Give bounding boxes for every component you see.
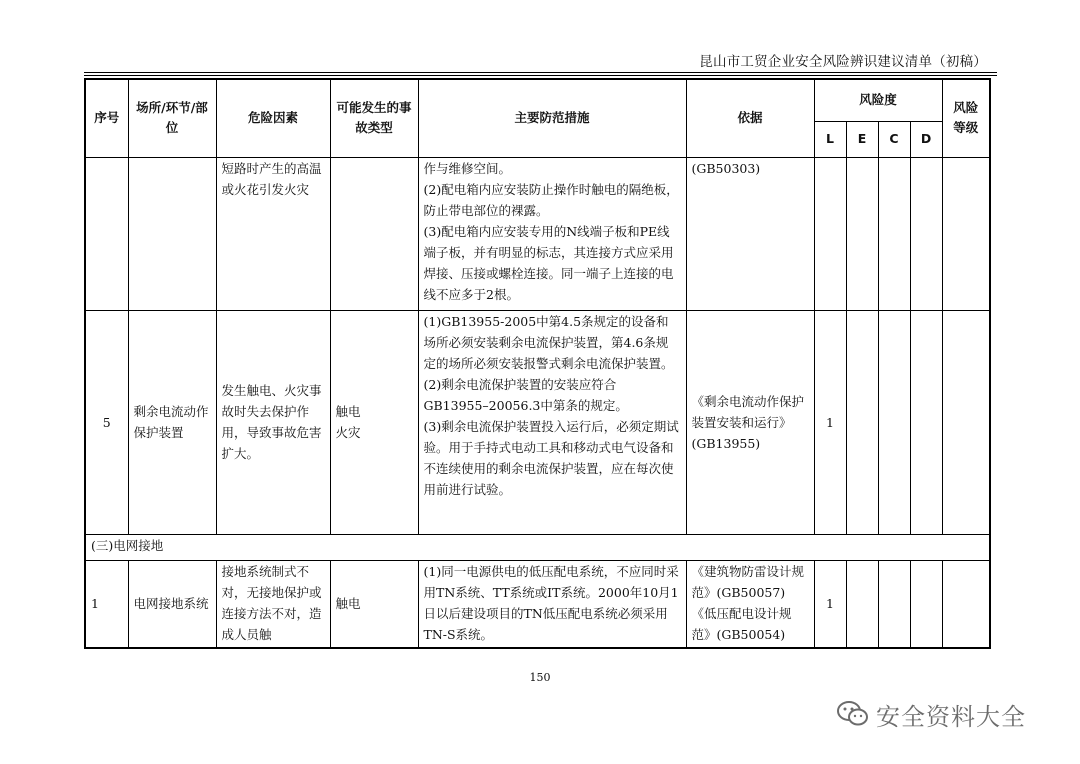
header-L: L bbox=[814, 121, 846, 157]
header-accident: 可能发生的事故类型 bbox=[330, 79, 418, 157]
cell-C bbox=[878, 560, 910, 648]
cell-L bbox=[814, 157, 846, 310]
cell-seq: 1 bbox=[85, 560, 128, 648]
measure-paragraph: (1)GB13955-2005中第4.5条规定的设备和场所必须安装剩余电流保护装置，第4.6条规定的场所必须安装报警式剩余电流保护装置。 bbox=[423, 313, 674, 371]
cell-basis: 《建筑物防雷设计规范》(GB50057) 《低压配电设计规范》(GB50054) bbox=[686, 560, 814, 648]
table-header bbox=[85, 79, 990, 157]
cell-level bbox=[942, 560, 990, 648]
cell-D bbox=[910, 157, 942, 310]
cell-level bbox=[942, 157, 990, 310]
header-location: 场所/环节/部位 bbox=[128, 79, 216, 157]
cell-C bbox=[878, 157, 910, 310]
header-D: D bbox=[910, 121, 942, 157]
cell-accident bbox=[330, 157, 418, 310]
section-title: (三)电网接地 bbox=[85, 534, 990, 560]
cell-measures bbox=[418, 310, 686, 534]
header-risk-degree: 风险度 bbox=[814, 79, 942, 121]
cell-E bbox=[846, 310, 878, 534]
cell-measures bbox=[418, 157, 686, 310]
header-E: E bbox=[846, 121, 878, 157]
measure-paragraph: (1)同一电源供电的低压配电系统，不应同时采用TN系统、TT系统或IT系统。2000年10月1日以后建设项目的TN低压配电系统必须采用TN-S系统。 bbox=[423, 563, 679, 642]
table-row bbox=[85, 310, 990, 534]
document-header: 昆山市工贸企业安全风险辨识建议清单（初稿） bbox=[699, 54, 987, 70]
cell-L: 1 bbox=[814, 560, 846, 648]
cell-location: 剩余电流动作保护装置 bbox=[128, 310, 216, 534]
wechat-icon bbox=[836, 699, 870, 729]
cell-D bbox=[910, 310, 942, 534]
header-seq: 序号 bbox=[85, 79, 128, 157]
cell-C bbox=[878, 310, 910, 534]
table-row bbox=[85, 157, 990, 310]
header-hazard: 危险因素 bbox=[216, 79, 330, 157]
cell-accident: 触电 bbox=[330, 560, 418, 648]
section-row bbox=[85, 534, 990, 560]
header-basis: 依据 bbox=[686, 79, 814, 157]
cell-hazard: 发生触电、火灾事故时失去保护作用，导致事故危害扩大。 bbox=[216, 310, 330, 534]
cell-level bbox=[942, 310, 990, 534]
header-rule bbox=[84, 75, 997, 76]
header-measures: 主要防范措施 bbox=[418, 79, 686, 157]
cell-location: 电网接地系统 bbox=[128, 560, 216, 648]
cell-basis: (GB50303) bbox=[686, 157, 814, 310]
watermark bbox=[836, 694, 1026, 734]
cell-accident: 触电 火灾 bbox=[330, 310, 418, 534]
page-number: 150 bbox=[529, 671, 551, 684]
watermark-text: 安全资料大全 bbox=[876, 702, 1026, 731]
risk-table bbox=[84, 78, 991, 649]
cell-L: 1 bbox=[814, 310, 846, 534]
measure-paragraph: 作与维修空间。 bbox=[423, 160, 512, 176]
measure-paragraph: (3)配电箱内应安装专用的N线端子板和PE线端子板，并有明显的标志，其连接方式应采用焊接、压接或螺栓连接。同一端子上连接的电线不应多于2根。 bbox=[423, 223, 674, 302]
cell-hazard: 接地系统制式不对，无接地保护或连接方法不对，造成人员触 bbox=[216, 560, 330, 648]
measure-paragraph: (3)剩余电流保护装置投入运行后，必须定期试验。用于手持式电动工具和移动式电气设备和不连续使用的剩余电流保护装置，应在每次使用前进行试验。 bbox=[423, 418, 679, 497]
header-risk-level: 风险等级 bbox=[942, 79, 990, 157]
cell-measures bbox=[418, 560, 686, 648]
cell-basis: 《剩余电流动作保护装置安装和运行》(GB13955) bbox=[686, 310, 814, 534]
header-C: C bbox=[878, 121, 910, 157]
cell-E bbox=[846, 157, 878, 310]
cell-location bbox=[128, 157, 216, 310]
cell-hazard: 短路时产生的高温或火花引发火灾 bbox=[216, 157, 330, 310]
cell-D bbox=[910, 560, 942, 648]
measure-paragraph: (2)剩余电流保护装置的安装应符合GB13955–20056.3中第条的规定。 bbox=[423, 376, 628, 413]
table-row bbox=[85, 560, 990, 648]
cell-E bbox=[846, 560, 878, 648]
cell-seq: 5 bbox=[85, 310, 128, 534]
measure-paragraph: (2)配电箱内应安装防止操作时触电的隔绝板，防止带电部位的裸露。 bbox=[423, 181, 679, 218]
cell-seq bbox=[85, 157, 128, 310]
header-rule bbox=[84, 72, 997, 73]
